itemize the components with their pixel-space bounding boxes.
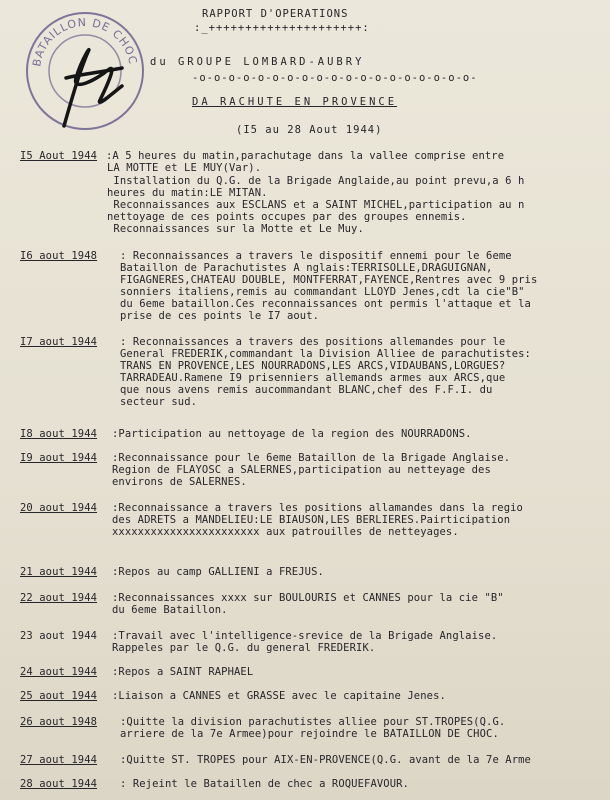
title-rule: :_+++++++++++++++++++++: [194,22,370,34]
entry-line: secteur sud. [120,396,198,408]
entry-date: I7 aout 1944 [20,336,98,348]
entry-date: 23 aout 1944 [20,630,98,642]
group-name: du GROUPE LOMBARD-AUBRY [150,56,365,68]
entry-line: du 6eme Bataillon. [112,604,228,616]
report-subtitle: DA RACHUTE EN PROVENCE [192,96,398,108]
entry-line: Region de FLAYOSC a SALERNES,participation au netteyage des [112,464,491,476]
entry-line: :Repos a SAINT RAPHAEL [112,666,254,678]
entry-date: 24 aout 1944 [20,666,98,678]
entry-line: :Reconnaissances xxxx sur BOULOURIS et CANNES pour la cie "B" [112,592,504,604]
entry-line: xxxxxxxxxxxxxxxxxxxxxxx aux patrouilles de netteyages. [112,526,459,538]
entry-date: I8 aout 1944 [20,428,98,440]
entry-line: General FREDERIK,commandant la Division Alliee de parachutistes: [120,348,531,360]
entry-date: 26 aout 1948 [20,716,98,728]
entry-line: que nous avens remis aucommandant BLANC,chef des F.F.I. du [120,384,493,396]
entry-line: sonniers italiens,remis au commandant LLOYD Jenes,cdt la cie"B" [120,286,525,298]
entry-line: :Repos au camp GALLIENI a FREJUS. [112,566,324,578]
entry-line: heures du matin:LE MITAN. [107,187,268,199]
entry-line: Bataillon de Parachutistes A nglais:TERRISOLLE,DRAGUIGNAN, [120,262,493,274]
entry-line: TRANS EN PROVENCE,LES NOURRADONS,LES ARCS,VIDAUBANS,LORGUES? [120,360,506,372]
stamp-text: BATAILLON DE CHOC [30,15,140,68]
dash-separator: -o-o-o-o-o-o-o-o-o-o-o-o-o-o-o-o-o-o-o- [192,72,478,84]
entry-line: :Reconnaissance pour le 6eme Bataillon de la Brigade Anglaise. [112,452,511,464]
entry-line: :Quitte la division parachutistes alliee pour ST.TROPES(Q.G. [120,716,506,728]
entry-line: :Liaison a CANNES et GRASSE avec le capitaine Jenes. [112,690,446,702]
entry-date: I9 aout 1944 [20,452,98,464]
entry-line: Installation du Q.G. de la Brigade Anglaide,au point prevu,a 6 h [107,175,525,187]
entry-date: 27 aout 1944 [20,754,98,766]
entry-date: I5 Aout 1944 [20,150,98,162]
entry-line: :A 5 heures du matin,parachutage dans la vallee comprise entre [106,150,505,162]
entry-date: 20 aout 1944 [20,502,98,514]
entry-line: Reconnaissances aux ESCLANS et a SAINT MICHEL,participation au n [107,199,525,211]
entry-line: :Quitte ST. TROPES pour AIX-EN-PROVENCE(Q.G. avant de la 7e Arme [120,754,531,766]
entry-line: :Reconnaissance a travers les positions allamandes dans la regio [112,502,523,514]
entry-line: LA MOTTE et LE MUY(Var). [107,162,262,174]
entry-line: : Reconnaissances a travers des positions allemandes pour le [120,336,506,348]
report-period: (I5 au 28 Aout 1944) [236,124,383,136]
signature [64,50,122,126]
entry-line: environs de SALERNES. [112,476,247,488]
entry-line: : Rejeint le Bataillen de chec a ROQUEFAVOUR. [120,778,409,790]
entry-line: du 6eme bataillon.Ces reconnaissances ont permis l'attaque et la [120,298,531,310]
battalion-stamp [22,8,148,134]
entry-line: Rappeles par le Q.G. du general FREDERIK. [112,642,376,654]
entry-line: :Travail avec l'intelligence-srevice de la Brigade Anglaise. [112,630,498,642]
entry-date: 22 aout 1944 [20,592,98,604]
entry-line: des ADRETS a MANDELIEU:LE BIAUSON,LES BERLIERES.Pairticipation [112,514,511,526]
entry-date: I6 aout 1948 [20,250,98,262]
entry-line: :Participation au nettoyage de la region des NOURRADONS. [112,428,472,440]
entry-line: nettoyage de ces points occupes par des groupes ennemis. [107,211,467,223]
entry-line: FIGAGNERES,CHATEAU DOUBLE, MONTFERRAT,FAYENCE,Rentres avec 9 pris [120,274,538,286]
report-title: RAPPORT D'OPERATIONS [202,8,349,20]
entry-date: 21 aout 1944 [20,566,98,578]
entry-line: arriere de la 7e Armee)pour rejoindre le BATAILLON DE CHOC. [120,728,499,740]
entry-date: 28 aout 1944 [20,778,98,790]
entry-date: 25 aout 1944 [20,690,98,702]
entry-line: prise de ces points le I7 aout. [120,310,320,322]
entry-line: TARRADEAU.Ramene I9 prisenniers allemands armes aux ARCS,que [120,372,506,384]
entry-line: : Reconnaissances a travers le dispositif ennemi pour le 6eme [120,250,512,262]
entry-line: Reconnaissances sur la Motte et Le Muy. [107,223,364,235]
